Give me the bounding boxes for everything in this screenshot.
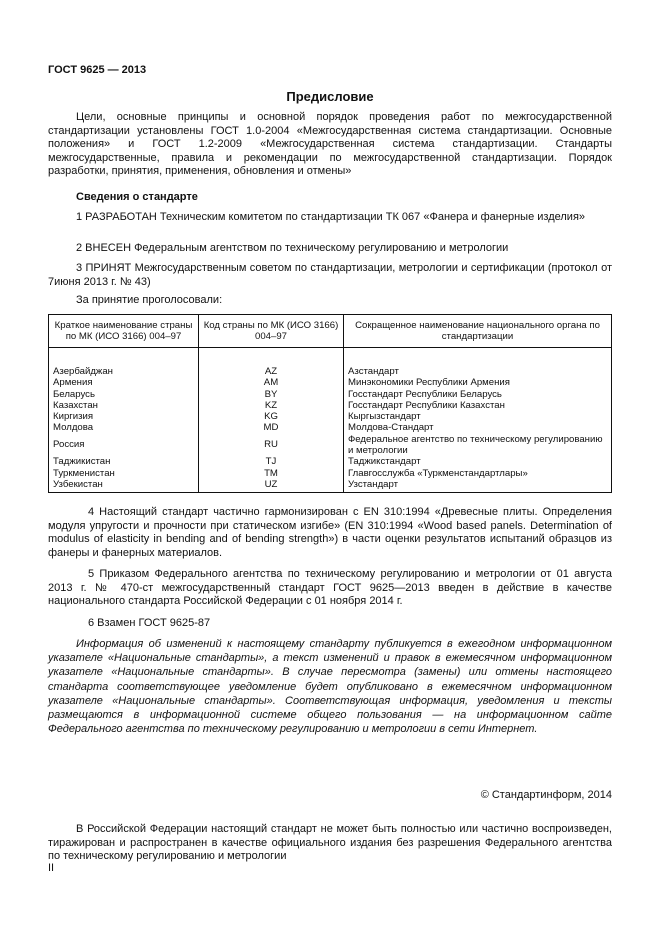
copyright: © Стандартинформ, 2014 (480, 789, 612, 801)
item-5: 5 Приказом Федерального агентства по техническому регулированию и метрологии от 01 августа 2013 г. № 470-ст межгосударственный стандарт ГОСТ 9625—2013 введен в действие в качестве национального стандарта Российской Федерации с 01 ноября 2014 г. (48, 568, 612, 608)
item-2: 2 ВНЕСЕН Федеральным агентством по техническому регулированию и метрологии (76, 242, 509, 254)
country-code: TJ (199, 456, 344, 467)
table-row (49, 468, 612, 479)
item-6: 6 Взамен ГОСТ 9625-87 (88, 617, 211, 629)
standards-body: Главгосслужба «Туркменстандартлары» (344, 468, 612, 479)
table-row (49, 456, 612, 467)
country-code: MD (199, 422, 344, 433)
country-name: Узбекистан (49, 479, 199, 493)
standards-body: Молдова-Стандарт (344, 422, 612, 433)
table-row (49, 400, 612, 411)
country-code: UZ (199, 479, 344, 493)
table-header-row (49, 315, 612, 348)
standards-body: Госстандарт Республики Беларусь (344, 389, 612, 400)
standards-body: Таджикстандарт (344, 456, 612, 467)
country-code: AM (199, 377, 344, 388)
standards-body: Кыргызстандарт (344, 411, 612, 422)
item-1: 1 РАЗРАБОТАН Техническим комитетом по стандартизации ТК 067 «Фанера и фанерные изделия» (76, 211, 586, 223)
standards-body: Федеральное агентство по техническому регулированию и метрологии (344, 434, 612, 457)
country-name: Армения (49, 377, 199, 388)
table-row (49, 479, 612, 493)
intro-paragraph: Цели, основные принципы и основной порядок проведения работ по межгосударственной стандартизации установлены ГОСТ 1.0-2004 «Межгосударственная система стандартизации. Основные положения» и ГОСТ 1.2-2009 «Межгосударственная система стандартизации. Стандарты межгосударственные, правила и рекомендации по межгосударственной стандартизации. Порядок разработки, принятия, применения, обновления и отмены» (48, 111, 612, 178)
country-name: Казахстан (49, 400, 199, 411)
table-row (49, 389, 612, 400)
standards-body: Азстандарт (344, 348, 612, 378)
country-name: Таджикистан (49, 456, 199, 467)
country-code: AZ (199, 348, 344, 378)
standards-body: Госстандарт Республики Казахстан (344, 400, 612, 411)
change-notice: Информация об изменений к настоящему стандарту публикуется в ежегодном информационном указателе «Национальные стандарты», а текст изменений и правок в ежемесячном информационном указателе «Национальные стандарты». В случае пересмотра (замены) или отмены настоящего стандарта соответствующее уведомление будет опубликовано в ежемесячном информационном указателе «Национальные стандарты». Соответствующая информация, уведомления и тексты размещаются в информационной системе общего пользования — на информационном сайте Федерального агентства по техническому регулированию и метрологии в сети Интернет. (48, 638, 612, 736)
item-4: 4 Настоящий стандарт частично гармонизирован с EN 310:1994 «Древесные плиты. Определения модуля упругости и прочности при статическом изгибе» (EN 310:1994 «Wood based panels. Determination of modulus of elasticity in bending and of bending strength») в части оценки результатов испытаний образцов из фанеры и фанерных материалов. (48, 506, 612, 559)
country-code: RU (199, 434, 344, 457)
table-row (49, 422, 612, 433)
standards-body: Узстандарт (344, 479, 612, 493)
item-3: 3 ПРИНЯТ Межгосударственным советом по стандартизации, метрологии и сертификации (протокол от 7июня 2013 г. № 43) (48, 262, 612, 288)
column-header: Код страны по МК (ИСО 3166) 004–97 (199, 315, 344, 348)
table-row (49, 434, 612, 457)
column-header: Сокращенное наименование национального органа по стандартизации (344, 315, 612, 348)
country-name: Беларусь (49, 389, 199, 400)
country-name: Азербайджан (49, 348, 199, 378)
standards-body: Минэкономики Республики Армения (344, 377, 612, 388)
country-code: BY (199, 389, 344, 400)
country-code: TM (199, 468, 344, 479)
page-number: II (48, 862, 55, 874)
page-title: Предисловие (286, 89, 374, 104)
table-row (49, 348, 612, 378)
country-name: Киргизия (49, 411, 199, 422)
column-header: Краткое наименование страны по МК (ИСО 3166) 004–97 (49, 315, 199, 348)
document-header: ГОСТ 9625 — 2013 (48, 64, 147, 76)
country-code: KG (199, 411, 344, 422)
country-name: Туркменистан (49, 468, 199, 479)
country-code: KZ (199, 400, 344, 411)
restriction-notice: В Российской Федерации настоящий стандарт не может быть полностью или частично воспроизведен, тиражирован и распространен в качестве официального издания без разрешения Федерального агентства по техническому регулированию и метрологии (48, 823, 612, 863)
country-name: Молдова (49, 422, 199, 433)
table-row (49, 411, 612, 422)
countries-table (48, 314, 612, 493)
table-row (49, 377, 612, 388)
country-name: Россия (49, 434, 199, 457)
vote-label: За принятие проголосовали: (76, 294, 223, 306)
section-heading: Сведения о стандарте (76, 191, 198, 203)
